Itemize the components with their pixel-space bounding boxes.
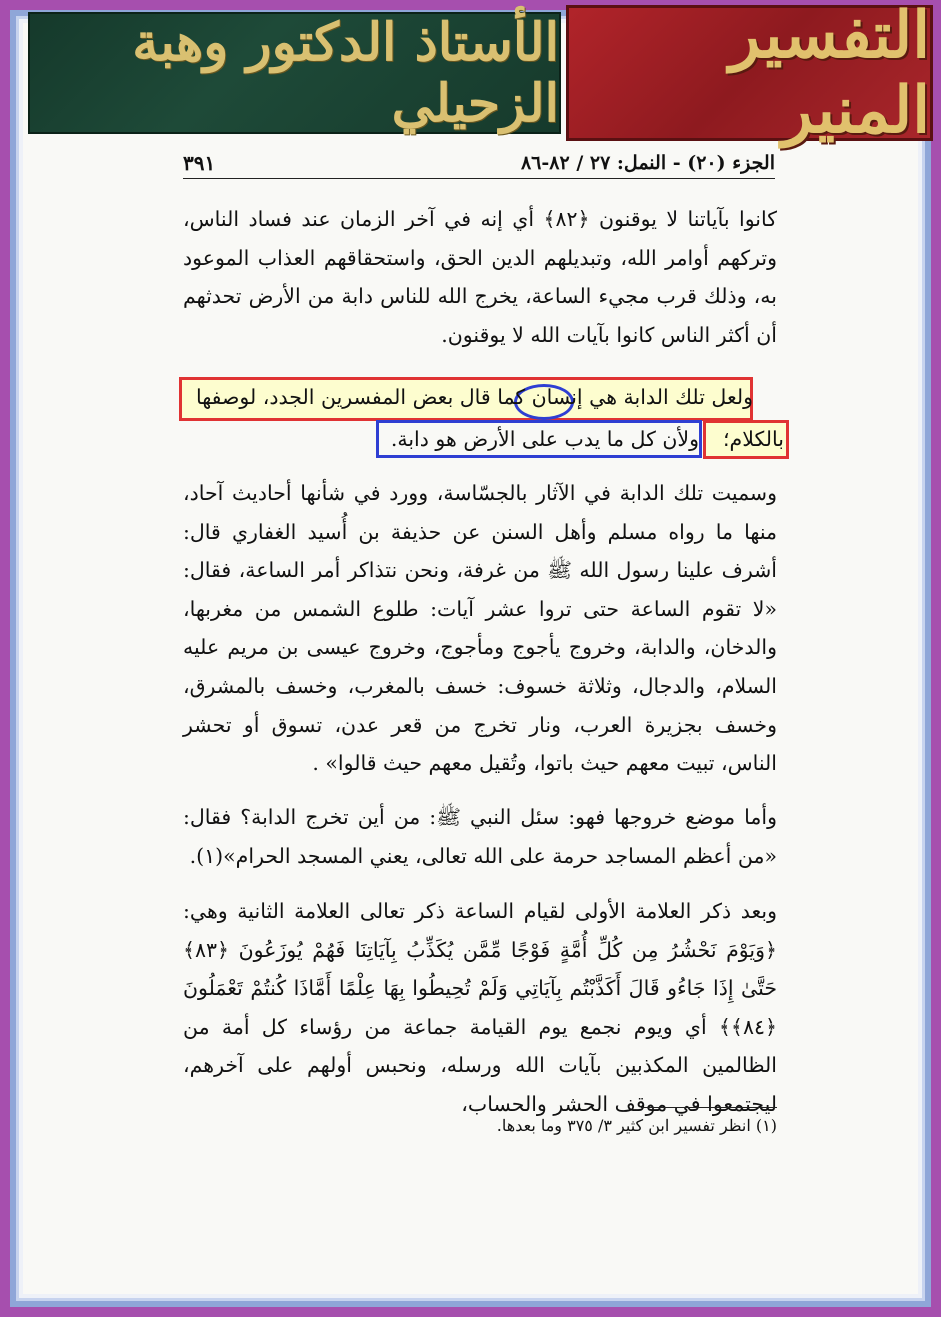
header-part-label: الجزء (٢٠) - النمل: ٢٧ / ٨٢-٨٦ [520,152,775,174]
paragraph-2-line-2a: بالكلام؛ [723,427,784,451]
footnote: (١) انظر تفسير ابن كثير ٣/ ٣٧٥ وما بعدها. [496,1116,777,1135]
paragraph-2-line-1: ولعل تلك الدابة هي إنسان كما قال بعض المفسرين الجدد، لوصفها [195,385,753,409]
paragraph-4: وأما موضع خروجها فهو: سئل النبي ﷺ: من أين تخرج الدابة؟ فقال: «من أعظم المساجد حرمة على الله تعالى، يعني المسجد الحرام»(١). [183,805,777,868]
paragraph-1: كانوا بآياتنا لا يوقنون ﴿٨٢﴾ أي إنه في آخر الزمان عند فساد الناس، وتركهم أوامر الله، وتبديلهم الدين الحق، واستحقاقهم العذاب الموعود به، وذلك قرب مجيء الساعة، يخرج الله للناس دابة من الأرض تحدثهم أن أكثر الناس كانوا بآيات الله لا يوقنون. [183,207,777,347]
page-number: ٣٩١ [183,151,216,175]
running-header [183,148,775,179]
paragraph-3: وسميت تلك الدابة في الآثار بالجسّاسة، وورد في شأنها أحاديث آحاد، منها ما رواه مسلم وأهل السنن عن حذيفة بن أُسيد الغفاري قال: أشرف علينا رسول الله ﷺ من غرفة، ونحن نتذاكر أمر الساعة، فقال: «لا تقوم الساعة حتى تروا عشر آيات: طلوع الشمس من مغربها، والدخان، والدابة، وخروج يأجوج ومأجوج، وخروج عيسى بن مريم عليه السلام، والدجال، وثلاثة خسوف: خسف بالمغرب، وخسف بالمشرق، وخسف بجزيرة العرب، ونار تخرج من قعر عدن، تسوق أو تحشر الناس، تبيت معهم حيث باتوا، وتُقيل معهم حيث قالوا» . [183,481,777,776]
paragraph-2-line-2b: ولأن كل ما يدب على الأرض هو دابة. [390,427,699,451]
paragraph-5: وبعد ذكر العلامة الأولى لقيام الساعة ذكر تعالى العلامة الثانية وهي: ﴿وَيَوْمَ نَحْشُرُ مِن كُلِّ أُمَّةٍ فَوْجًا مِّمَّن يُكَذِّبُ بِآيَاتِنَا فَهُمْ يُوزَعُونَ ﴿٨٣﴾ حَتَّىٰ إِذَا جَاءُو قَالَ أَكَذَّبْتُم بِآيَاتِي وَلَمْ تُحِيطُوا بِهَا عِلْمًا أَمَّاذَا كُنتُمْ تَعْمَلُونَ ﴿٨٤﴾﴾ أي ويوم نجمع يوم القيامة جماعة من رؤساء كل أمة من الظالمين المكذبين بآيات الله ورسله، ونحبس أولهم على آخرهم، ليجتمعوا في موقف الحشر والحساب، [183,899,777,1116]
book-title-banner: التفسير المنير [566,5,933,141]
footnote-rule [641,1107,777,1108]
author-banner: الأستاذ الدكتور وهبة الزحيلي [28,12,561,134]
